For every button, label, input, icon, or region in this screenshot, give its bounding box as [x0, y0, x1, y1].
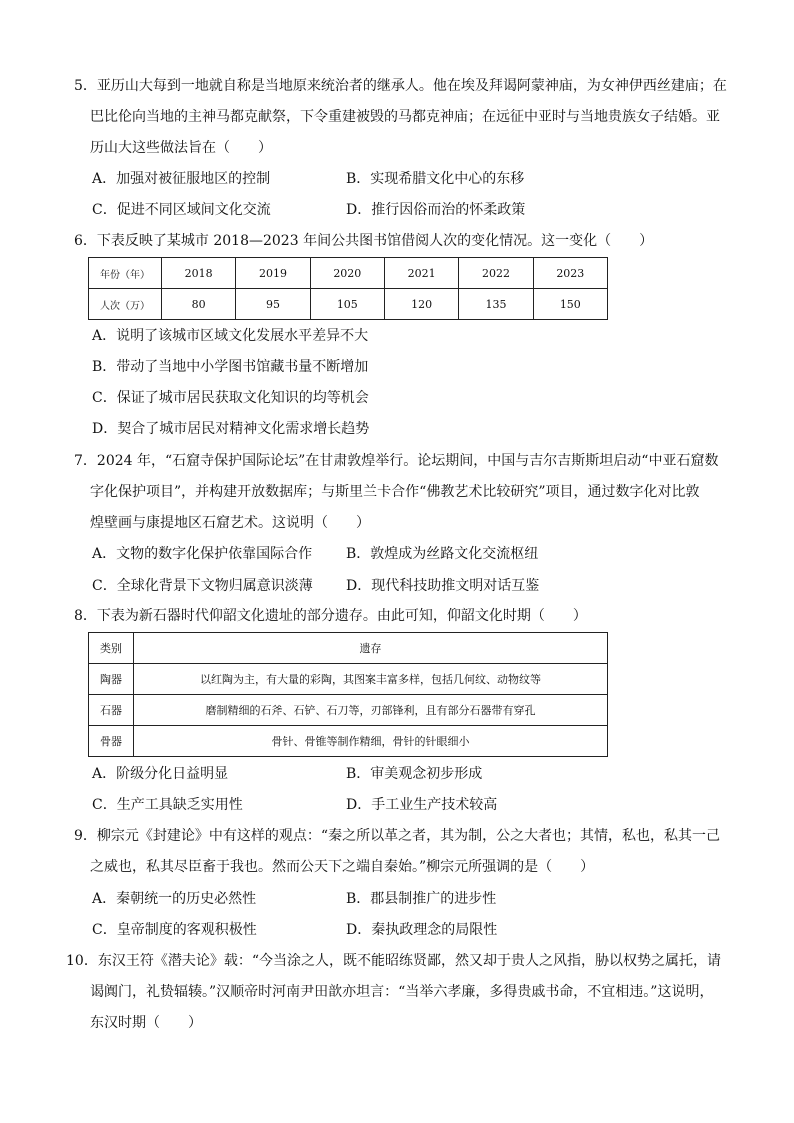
- table-row: [89, 258, 608, 289]
- table-cell: 105: [310, 289, 384, 320]
- table-cell: 80: [162, 289, 236, 320]
- question-6-option-d[interactable]: D．契合了城市居民对精神文化需求增长趋势: [92, 421, 370, 437]
- table-cell: 95: [236, 289, 310, 320]
- table-row: [89, 633, 608, 664]
- question-5-option-c[interactable]: C．促进不同区域间文化交流: [92, 202, 271, 218]
- question-10-stem-line-3: 东汉时期（ ）: [90, 1015, 202, 1031]
- question-5-stem-line-3: 历山大这些做法旨在（ ）: [90, 140, 272, 156]
- question-5-stem-line-2: 巴比伦向当地的主神马都克献祭，下令重建被毁的马都克神庙；在远征中亚时与当地贵族女子结婚。亚: [90, 109, 720, 125]
- table-cell: 2023: [533, 258, 607, 289]
- question-9-option-d[interactable]: D．秦执政理念的局限性: [346, 922, 498, 938]
- header-category: 类别: [89, 633, 134, 664]
- table-cell: 2019: [236, 258, 310, 289]
- question-6-option-a[interactable]: A．说明了该城市区域文化发展水平差异不大: [92, 328, 369, 344]
- question-6-option-c[interactable]: C．保证了城市居民获取文化知识的均等机会: [92, 390, 369, 406]
- question-7-stem-line-3: 煌壁画与康提地区石窟艺术。这说明（ ）: [90, 515, 370, 531]
- question-9-option-a[interactable]: A．秦朝统一的历史必然性: [92, 891, 257, 907]
- table-cell: 骨器: [89, 726, 134, 757]
- yangshao-relics-table: [88, 632, 608, 757]
- table-cell: 石器: [89, 695, 134, 726]
- table-row: [89, 695, 608, 726]
- question-5-option-a[interactable]: A．加强对被征服地区的控制: [92, 171, 271, 187]
- question-10-stem-line-1: 10．东汉王符《潜夫论》载：“今当涂之人，既不能昭练贤鄙，然又却于贵人之风指，胁以权势之属托，请: [66, 953, 721, 969]
- table-row: [89, 664, 608, 695]
- table-cell: 以红陶为主，有大量的彩陶，其图案丰富多样，包括几何纹、动物纹等: [134, 664, 608, 695]
- table-cell: 骨针、骨锥等制作精细，骨针的针眼细小: [134, 726, 608, 757]
- question-5-option-d[interactable]: D．推行因俗而治的怀柔政策: [346, 202, 526, 218]
- question-7-stem-line-1: 7．2024 年，“石窟寺保护国际论坛”在甘肃敦煌举行。论坛期间，中国与吉尔吉斯斯坦启动“中亚石窟数: [74, 453, 719, 469]
- visits-row-label: 人次（万）: [89, 289, 162, 320]
- table-cell: 2018: [162, 258, 236, 289]
- table-cell: 120: [384, 289, 458, 320]
- question-6-stem-line-1: 6．下表反映了某城市 2018—2023 年间公共图书馆借阅人次的变化情况。这一变化（ ）: [74, 233, 654, 249]
- table-cell: 2021: [384, 258, 458, 289]
- table-cell: 陶器: [89, 664, 134, 695]
- question-7-option-b[interactable]: B．敦煌成为丝路文化交流枢纽: [346, 546, 539, 562]
- question-8-option-c[interactable]: C．生产工具缺乏实用性: [92, 797, 243, 813]
- table-row: [89, 726, 608, 757]
- table-cell: 2020: [310, 258, 384, 289]
- question-9-option-c[interactable]: C．皇帝制度的客观积极性: [92, 922, 257, 938]
- table-row: [89, 289, 608, 320]
- question-7-stem-line-2: 字化保护项目”，并构建开放数据库；与斯里兰卡合作“佛教艺术比较研究”项目，通过数字化对比敦: [90, 484, 700, 500]
- header-relics: 遗存: [134, 633, 608, 664]
- question-9-option-b[interactable]: B．郡县制推广的进步性: [346, 891, 497, 907]
- question-8-stem-line-1: 8．下表为新石器时代仰韶文化遗址的部分遗存。由此可知，仰韶文化时期（ ）: [74, 608, 587, 624]
- question-9-stem-line-2: 之威也，私其尽臣畜于我也。然而公天下之端自秦始。”柳宗元所强调的是（ ）: [90, 859, 595, 875]
- question-9-stem-line-1: 9．柳宗元《封建论》中有这样的观点：“秦之所以革之者，其为制，公之大者也；其情，私也，私其一己: [74, 828, 721, 844]
- question-7-option-a[interactable]: A．文物的数字化保护依靠国际合作: [92, 546, 313, 562]
- question-7-option-c[interactable]: C．全球化背景下文物归属意识淡薄: [92, 578, 313, 594]
- question-5-stem-line-1: 5．亚历山大每到一地就自称是当地原来统治者的继承人。他在埃及拜谒阿蒙神庙，为女神伊西丝建庙；在: [74, 78, 727, 94]
- table-cell: 135: [459, 289, 533, 320]
- library-visits-table: [88, 257, 608, 320]
- question-8-option-b[interactable]: B．审美观念初步形成: [346, 766, 483, 782]
- year-row-label: 年份（年）: [89, 258, 162, 289]
- table-cell: 150: [533, 289, 607, 320]
- table-cell: 2022: [459, 258, 533, 289]
- question-6-option-b[interactable]: B．带动了当地中小学图书馆藏书量不断增加: [92, 359, 369, 375]
- table-cell: 磨制精细的石斧、石铲、石刀等，刃部锋利，且有部分石器带有穿孔: [134, 695, 608, 726]
- question-8-option-a[interactable]: A．阶级分化日益明显: [92, 766, 229, 782]
- question-5-option-b[interactable]: B．实现希腊文化中心的东移: [346, 171, 525, 187]
- question-10-stem-line-2: 谒阗门，礼贽辐辏。”汉顺帝时河南尹田歆亦坦言：“当举六孝廉，多得贵戚书命，不宜相违。”这说明，: [90, 984, 714, 1000]
- question-7-option-d[interactable]: D．现代科技助推文明对话互鉴: [346, 578, 540, 594]
- question-8-option-d[interactable]: D．手工业生产技术较高: [346, 797, 498, 813]
